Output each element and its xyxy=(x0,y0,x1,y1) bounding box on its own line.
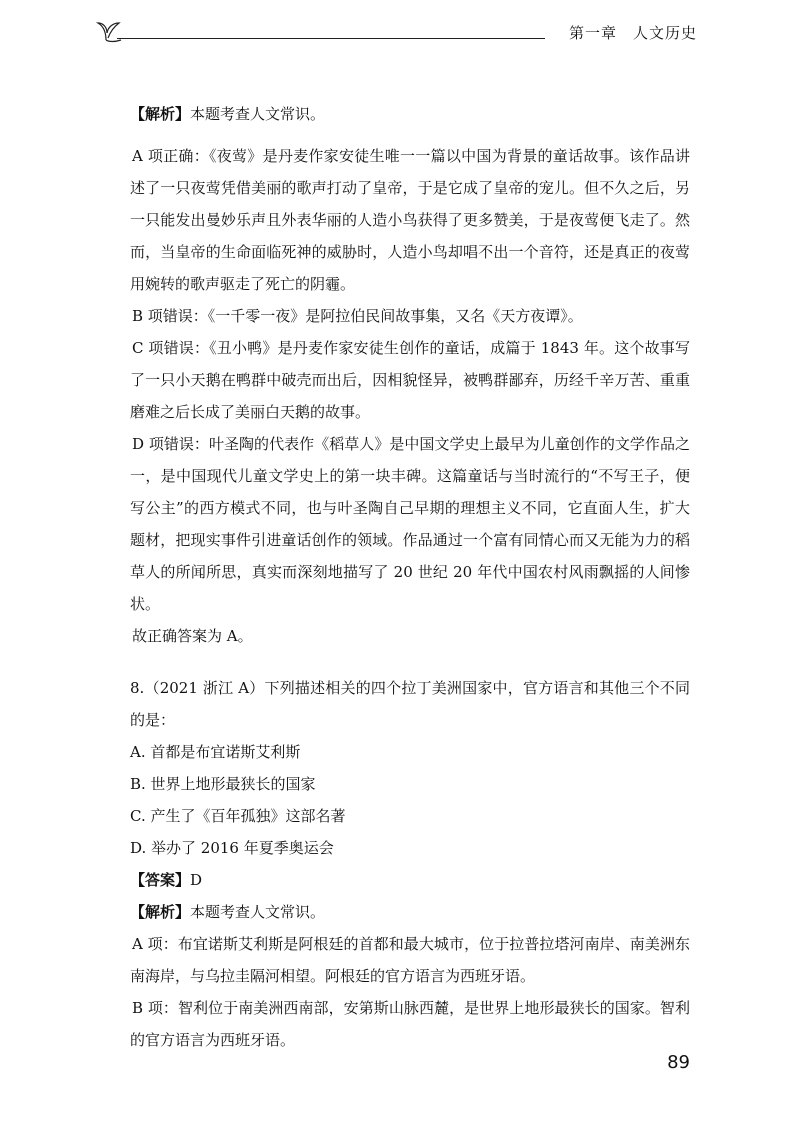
option-c-explanation: C 项错误：《丑小鸭》是丹麦作家安徒生创作的童话，成篇于 1843 年。这个故事写了一只小天鹅在鸭群中破壳而出后，因相貌怪异，被鸭群鄙弃，历经千辛万苦、重重磨难之后长成了美丽白天鹅的故事。 xyxy=(130,339,690,421)
answer-label: 【答案】 xyxy=(130,871,191,889)
option-d-explanation: D 项错误：叶圣陶的代表作《稻草人》是中国文学史上最早为儿童创作的文学作品之一，是中国现代儿童文学史上的第一块丰碑。这篇童话与当时流行的“不写王子，便写公主”的西方模式不同，也与叶圣陶自己早期的理想主义不同，它直面人生，扩大题材，把现实事件引进童话创作的领域。作品通过一个富有同情心而又无能为力的稻草人的所闻所思，真实而深刻地描写了 20 世纪 20 年代中国农村风雨飘摇的人间惨状。 xyxy=(130,435,690,613)
header-rule xyxy=(117,38,545,39)
page-number: 89 xyxy=(667,1052,690,1073)
question-option: B. 世界上地形最狭长的国家 xyxy=(130,775,316,793)
option-b-explanation: B 项：智利位于南美洲西南部，安第斯山脉西麓，是世界上地形最狭长的国家。智利的官方语言为西班牙语。 xyxy=(130,999,690,1049)
page-content xyxy=(130,98,690,1056)
question-option: C. 产生了《百年孤独》这部名著 xyxy=(130,807,346,825)
option-a-explanation: A 项正确：《夜莺》是丹麦作家安徒生唯一一篇以中国为背景的童话故事。该作品讲述了一只夜莺凭借美丽的歌声打动了皇帝，于是它成了皇帝的宠儿。但不久之后，另一只能发出曼妙乐声且外表华丽的人造小鸟获得了更多赞美，于是夜莺便飞走了。然而，当皇帝的生命面临死神的威胁时，人造小鸟却唱不出一个音符，还是真正的夜莺用婉转的歌声驱走了死亡的阴霾。 xyxy=(130,147,690,293)
analysis-heading xyxy=(130,98,690,130)
analysis-label: 【解析】 xyxy=(130,903,191,921)
analysis-text: 本题考查人文常识。 xyxy=(190,903,326,921)
answer-conclusion: 故正确答案为 A。 xyxy=(132,627,253,645)
spacer xyxy=(130,652,690,672)
question-option: A. 首都是布宜诺斯艾利斯 xyxy=(130,743,301,761)
answer-value: D xyxy=(190,871,203,889)
spacer xyxy=(130,130,690,140)
question-option: D. 举办了 2016 年夏季奥运会 xyxy=(130,839,334,857)
analysis-label: 【解析】 xyxy=(130,105,191,123)
answer-line xyxy=(130,864,690,896)
analysis-text: 本题考查人文常识。 xyxy=(190,105,326,123)
option-a-explanation: A 项：布宜诺斯艾利斯是阿根廷的首都和最大城市，位于拉普拉塔河南岸、南美洲东南海岸，与乌拉圭隔河相望。阿根廷的官方语言为西班牙语。 xyxy=(130,935,690,985)
analysis-heading xyxy=(130,896,690,928)
chapter-title: 第一章 人文历史 xyxy=(568,24,697,42)
question-8-stem: 8.（2021 浙江 A）下列描述相关的四个拉丁美洲国家中，官方语言和其他三个不同的是： xyxy=(130,679,690,729)
sprout-leaf-icon xyxy=(95,18,129,44)
option-b-explanation: B 项错误：《一千零一夜》是阿拉伯民间故事集，又名《天方夜谭》。 xyxy=(132,307,583,325)
page-header xyxy=(95,18,705,46)
